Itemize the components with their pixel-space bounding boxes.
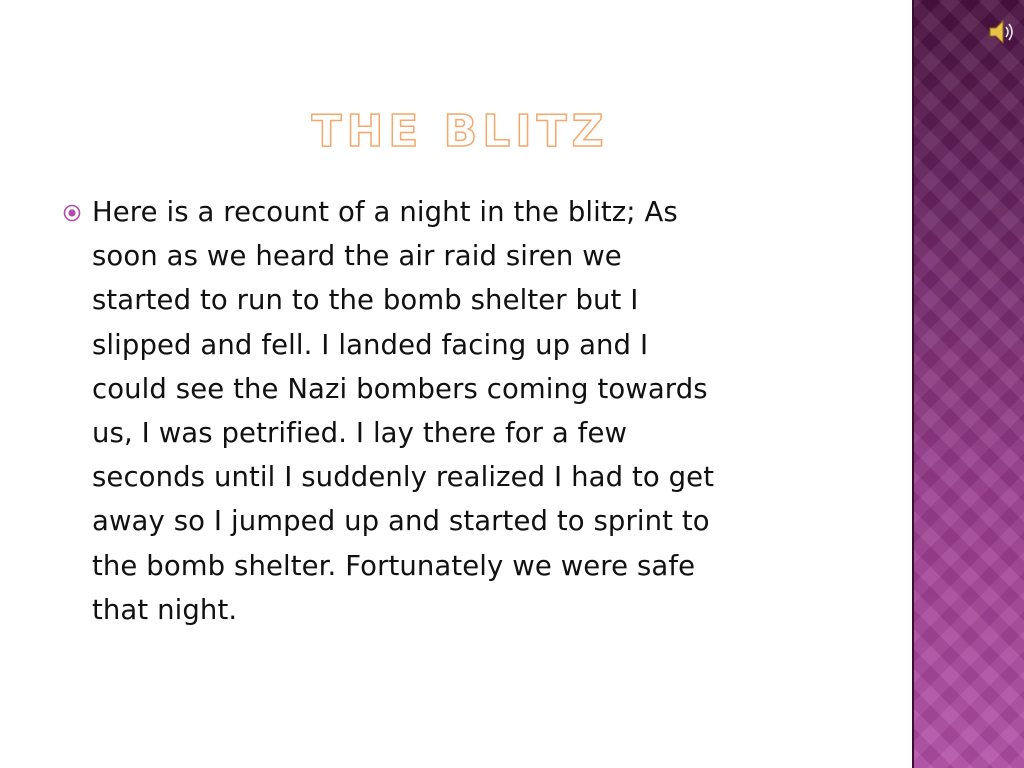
decorative-side-band: [912, 0, 1024, 768]
text-line: that night.: [92, 593, 238, 626]
text-line: slipped and fell. I landed facing up and I: [92, 328, 649, 361]
text-line: Here is a recount of a night in the blitz; As: [92, 196, 678, 228]
text-line: could see the Nazi bombers coming towards: [92, 372, 708, 405]
speaker-icon[interactable]: [986, 16, 1018, 48]
text-line: started to run to the bomb shelter but I: [92, 284, 639, 317]
bullet-item: [62, 190, 852, 632]
text-line: us, I was petrified. I lay there for a few: [92, 417, 628, 450]
text-line: seconds until I suddenly realized I had to get: [92, 461, 715, 494]
slide-body: [62, 190, 852, 632]
text-line: the bomb shelter. Fortunately we were safe: [92, 549, 696, 582]
circled-dot-bullet-icon: [62, 203, 82, 223]
text-line: away so I jumped up and started to sprint to: [92, 505, 710, 538]
slide-title: THE BLITZ: [311, 106, 609, 157]
bullet-text: [92, 190, 852, 632]
text-line: soon as we heard the air raid siren we: [92, 240, 622, 273]
